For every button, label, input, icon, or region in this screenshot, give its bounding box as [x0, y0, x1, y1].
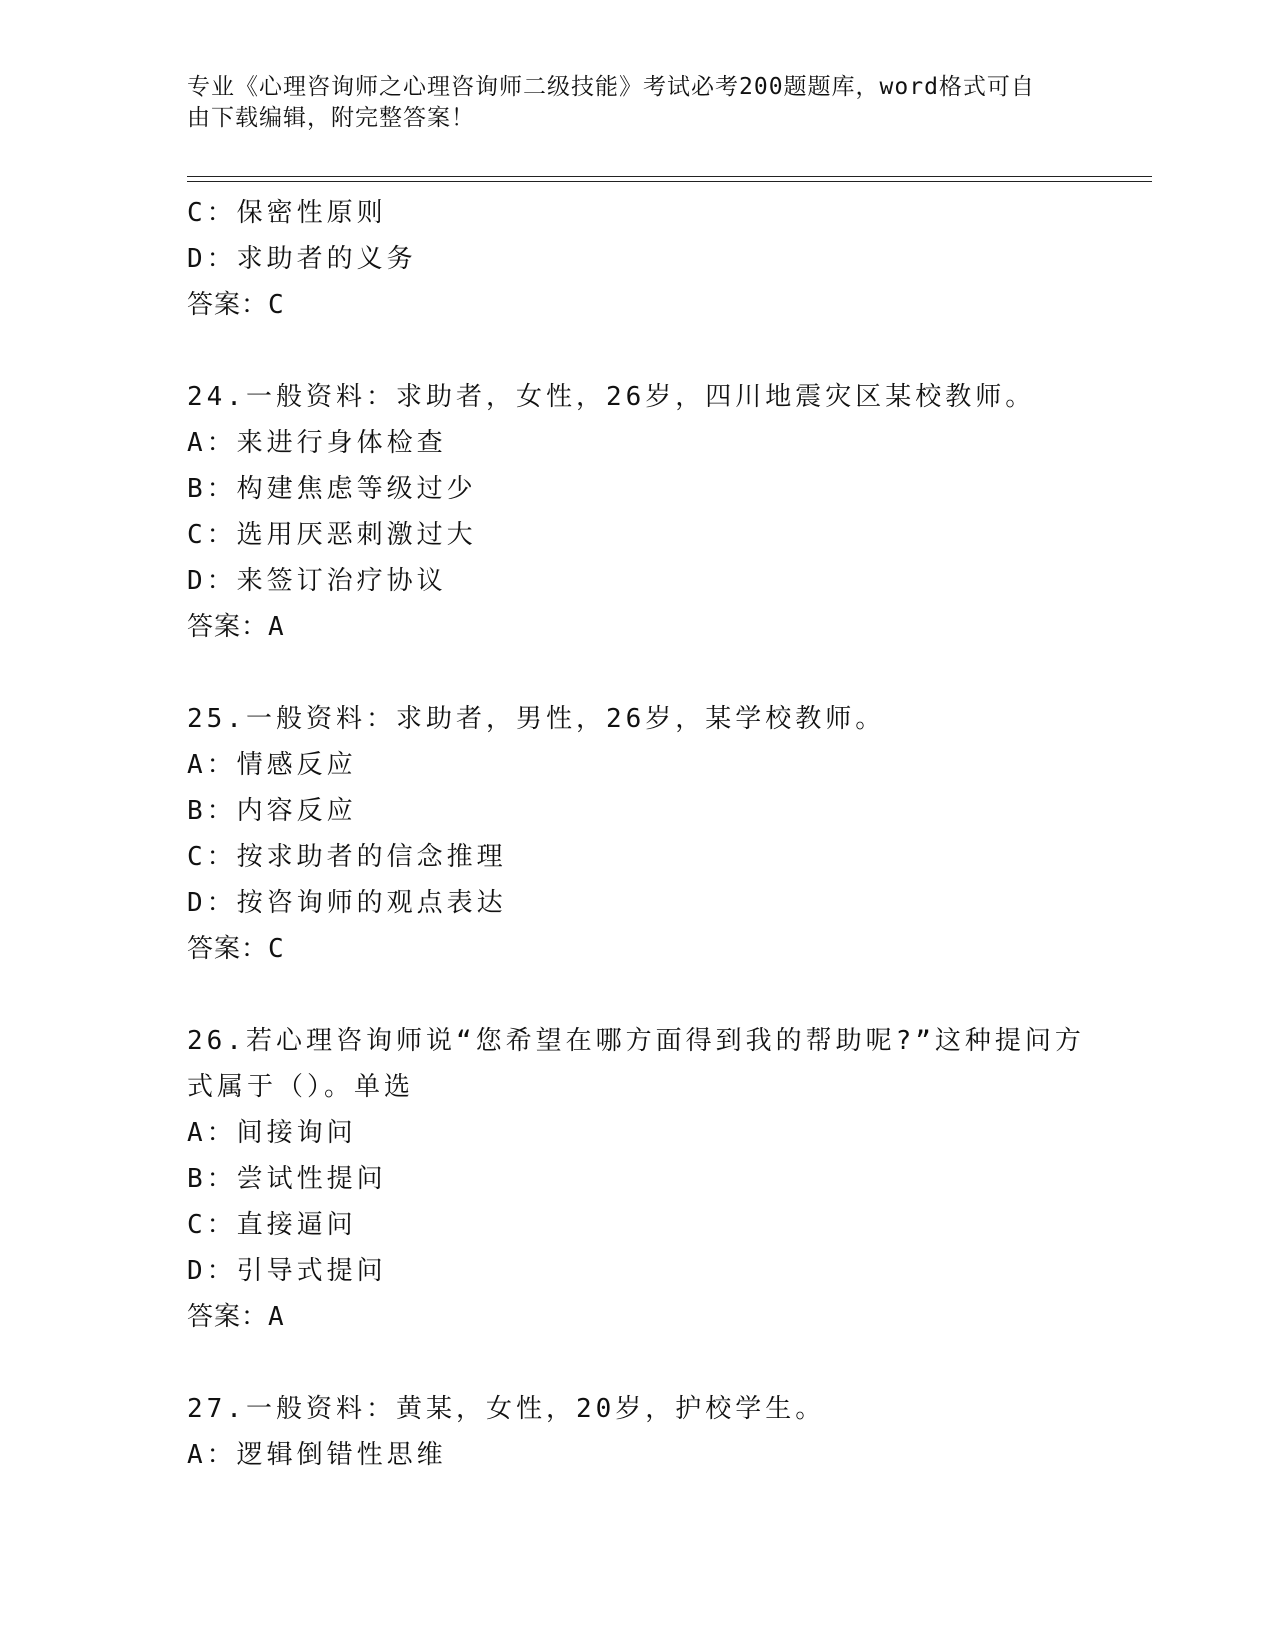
option-b: B：内容反应: [187, 796, 357, 826]
option-a: A：情感反应: [187, 750, 357, 780]
option-c: C：选用厌恶刺激过大: [187, 520, 477, 550]
question-23-tail: [187, 190, 1152, 328]
answer: 答案：C: [187, 934, 285, 964]
header-line-1: 专业《心理咨询师之心理咨询师二级技能》考试必考200题题库，word格式可自: [187, 74, 1035, 100]
question-stem-line-2: 式属于（）。单选: [187, 1072, 415, 1102]
question-stem-line-1: 26.若心理咨询师说“您希望在哪方面得到我的帮助呢?”这种提问方: [187, 1026, 1085, 1056]
header-divider: [187, 176, 1152, 177]
question-25: [187, 696, 1152, 972]
option-c: C：直接逼问: [187, 1210, 357, 1240]
answer: 答案：A: [187, 612, 285, 642]
question-stem: 27.一般资料：黄某，女性，20岁，护校学生。: [187, 1394, 826, 1424]
option-a: A：来进行身体检查: [187, 428, 447, 458]
option-c: C：保密性原则: [187, 198, 387, 228]
header-line-2: 由下载编辑，附完整答案！: [187, 105, 475, 131]
option-a: A：逻辑倒错性思维: [187, 1440, 447, 1470]
answer: 答案：A: [187, 1302, 285, 1332]
option-c: C：按求助者的信念推理: [187, 842, 507, 872]
option-d: D：求助者的义务: [187, 244, 417, 274]
document-header: [187, 72, 1067, 134]
question-stem: 25.一般资料：求助者，男性，26岁，某学校教师。: [187, 704, 886, 734]
option-b: B：尝试性提问: [187, 1164, 387, 1194]
question-list: [187, 190, 1152, 1478]
option-d: D：引导式提问: [187, 1256, 387, 1286]
option-a: A：间接询问: [187, 1118, 357, 1148]
question-stem: 24.一般资料：求助者，女性，26岁，四川地震灾区某校教师。: [187, 382, 1036, 412]
option-b: B：构建焦虑等级过少: [187, 474, 477, 504]
option-d: D：来签订治疗协议: [187, 566, 447, 596]
answer: 答案：C: [187, 290, 285, 320]
question-27: [187, 1386, 1152, 1478]
option-d: D：按咨询师的观点表达: [187, 888, 507, 918]
header-divider-thin: [187, 181, 1152, 182]
question-26: [187, 1018, 1152, 1340]
question-24: [187, 374, 1152, 650]
